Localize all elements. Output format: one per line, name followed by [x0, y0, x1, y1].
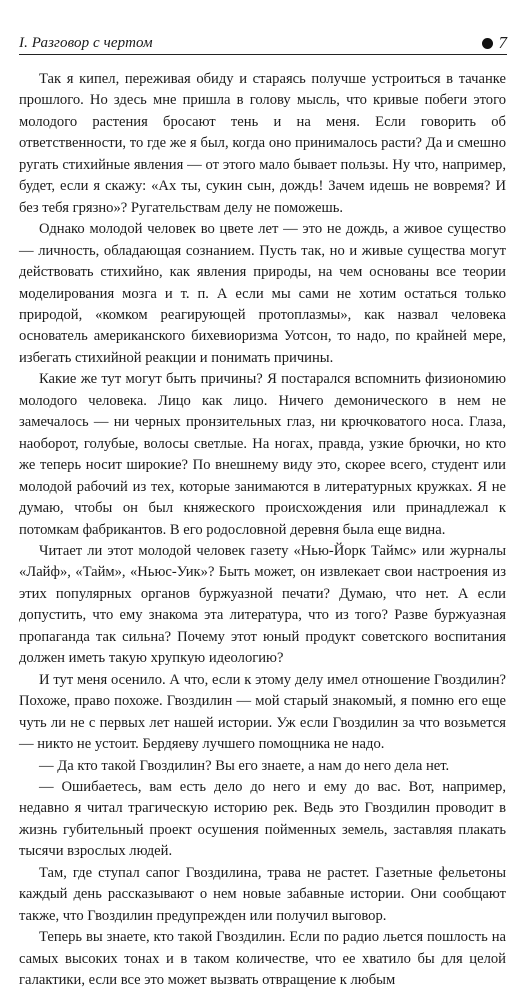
page-number: 7: [498, 33, 507, 52]
body-text: [19, 69, 506, 991]
paragraph: И тут меня осенило. А что, если к этому делу имел отношение Гвоздилин? Похоже, право похоже. Гвоздилин — мой старый знакомый, я помню его еще чуть ли не с первых лет нашей истории. Уж если Гвоздилин за что возьмется — никто не устоит. Бердяеву лучшего помощника не надо.: [19, 671, 506, 753]
bullet-icon: [482, 38, 493, 49]
paragraph: — Да кто такой Гвоздилин? Вы его знаете, а нам до него дела нет.: [39, 757, 450, 774]
paragraph: Теперь вы знаете, кто такой Гвоздилин. Если по радио льется пошлость на самых высоких тонах и в таком количестве, что ее хватило бы для целой галактики, если все это может вызвать отвращение к любым: [19, 929, 506, 989]
paragraph: Читает ли этот молодой человек газету «Нью-Йорк Таймс» или журналы «Лайф», «Тайм», «Ньюс-Уик»? Быть может, он извлекает свои настроения из этих популярных органов буржуазной печати? Думаю, что нет. А если допустить, что ему знакома эта литература, что из того? Разве буржуазная пропаганда так сильна? Почему этот юный продукт советского воспитания должен иметь такую хрупкую идеологию?: [19, 542, 506, 667]
paragraph: Так я кипел, переживая обиду и стараясь получше устроиться в тачанке прошлого. Но здесь мне пришла в голову мысль, что кривые побеги этого молодого растения бросают тень и на меня. Если говорить об ответственности, то где же я был, когда оно принималось расти? Да и смешно ругать стихийные явления — от этого мало бывает пользы. Ну что, например, будет, если я скажу: «Ах ты, сукин сын, дождь! Зачем идешь не вовремя? И без тебя грязно»? Ругательствам делу не поможешь.: [19, 71, 506, 216]
paragraph: Какие же тут могут быть причины? Я постарался вспомнить физиономию молодого человека. Лицо как лицо. Ничего демонического в нем не замечалось — ни черных пронзительных глаз, ни крючковатого носа. Глаза, наоборот, голубые, волосы светлые. На ногах, правда, узкие брючки, но кто же теперь носит широкие? По внешнему виду это, скорее всего, студент или молодой рабочий из тех, которые занимаются в литературных кружках. Я не думаю, чтобы он был княжеского происхождения или принадлежал к потомкам фабрикантов. В его родословной деревня была еще видна.: [19, 371, 506, 538]
running-header: [19, 34, 507, 55]
chapter-title: I. Разговор с чертом: [19, 35, 153, 51]
paragraph: — Ошибаетесь, вам есть дело до него и ему до вас. Вот, например, недавно я читал трагическую историю рек. Ведь это Гвоздилин проводит в жизнь губительный проект осушения пойменных земель, заставляя плакать тысячи взрослых людей.: [19, 778, 506, 860]
paragraph: Там, где ступал сапог Гвоздилина, трава не растет. Газетные фельетоны каждый день рассказывают о нем новые забавные истории. Они сообщают также, что Гвоздилин предупрежден или получил выговор.: [19, 864, 506, 924]
page-number-block: [482, 34, 508, 52]
paragraph: Однако молодой человек во цвете лет — это не дождь, а живое существо — личность, обладающая сознанием. Пусть так, но и живые существа могут действовать стихийно, как явления природы, на чем основаны все теории моделирования мозга и т. п. А если мы сами не хотим остаться только природой, «комком реагирующей протоплазмы», как назвал человека основатель американского бихевиоризма Уотсон, то надо, по крайней мере, избегать стихийной реакции и понимать причины.: [19, 221, 506, 366]
